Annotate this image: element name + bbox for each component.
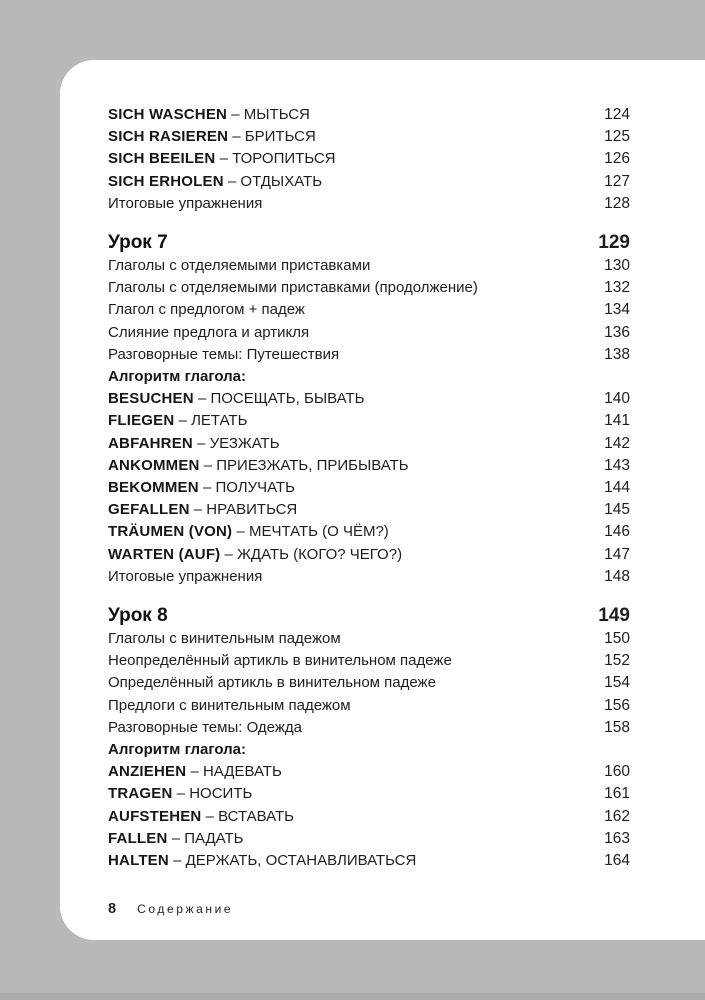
toc-row [108,126,630,148]
toc-entry-page-number: 138 [604,345,630,363]
toc-entry-label: FLIEGEN – ЛЕТАТЬ [108,412,248,430]
toc-section-heading [108,230,630,255]
toc-row [108,299,630,321]
toc-entry-term: TRAGEN [108,785,173,803]
toc-entry-page-number: 158 [604,718,630,736]
toc-entry-label: Глаголы с отделяемыми приставками [108,257,371,275]
toc-row [108,566,630,588]
toc-list [60,60,705,872]
toc-entry-page-number: 147 [604,545,630,563]
toc-entry-label: Слияние предлога и артикля [108,323,310,341]
toc-entry-page-number: 150 [604,630,630,648]
toc-row [108,628,630,650]
toc-entry-label: ABFAHREN – УЕЗЖАТЬ [108,434,280,452]
toc-entry-label: HALTEN – ДЕРЖАТЬ, ОСТАНАВЛИВАТЬСЯ [108,852,417,870]
toc-entry-page-number: 154 [604,674,630,692]
toc-entry-label: Определённый артикль в винительном падеже [108,674,436,692]
toc-row [108,850,630,872]
toc-row [108,455,630,477]
toc-entry-term: ANKOMMEN [108,456,200,474]
toc-entry-label: Глаголы с отделяемыми приставками (продолжение) [108,279,478,297]
toc-entry-page-number: 146 [604,523,630,541]
toc-entry-term: WARTEN (AUF) [108,545,221,563]
toc-entry-page-number: 126 [604,150,630,168]
toc-entry-term: SICH BEEILEN [108,150,216,168]
toc-entry-page-number: 129 [598,232,630,254]
toc-entry-label: Урок 7 [108,232,168,254]
toc-row [108,255,630,277]
toc-row [108,344,630,366]
toc-entry-label: Глагол с предлогом + падеж [108,301,305,319]
toc-row [108,104,630,126]
toc-entry-label: Урок 8 [108,605,168,627]
toc-row [108,277,630,299]
toc-entry-term: FLIEGEN [108,412,175,430]
toc-entry-term: AUFSTEHEN [108,807,202,825]
toc-entry-page-number: 163 [604,829,630,847]
toc-row [108,695,630,717]
toc-entry-label: SICH ERHOLEN – ОТДЫХАТЬ [108,172,323,190]
toc-entry-label: ANZIEHEN – НАДЕВАТЬ [108,763,282,781]
toc-entry-label: SICH RASIEREN – БРИТЬСЯ [108,128,316,146]
toc-entry-label: SICH BEEILEN – ТОРОПИТЬСЯ [108,150,336,168]
bottom-edge-shadow [0,993,705,1000]
toc-entry-page-number: 162 [604,807,630,825]
toc-entry-page-number: 128 [604,194,630,212]
toc-row [108,544,630,566]
toc-entry-label: FALLEN – ПАДАТЬ [108,829,244,847]
toc-entry-term: GEFALLEN [108,501,190,519]
toc-row [108,717,630,739]
toc-entry-term: ANZIEHEN [108,763,187,781]
toc-entry-term: SICH ERHOLEN [108,172,224,190]
toc-entry-label: AUFSTEHEN – ВСТАВАТЬ [108,807,295,825]
toc-row [108,739,630,761]
toc-entry-term: BEKOMMEN [108,479,199,497]
toc-entry-label: TRÄUMEN (VON) – МЕЧТАТЬ (О ЧЁМ?) [108,523,389,541]
toc-row [108,499,630,521]
toc-row [108,783,630,805]
toc-row [108,171,630,193]
toc-entry-page-number: 164 [604,852,630,870]
toc-entry-label: Алгоритм глагола: [108,368,247,386]
toc-entry-label: BEKOMMEN – ПОЛУЧАТЬ [108,479,295,497]
toc-entry-term: FALLEN [108,829,168,847]
footer-page-number: 8 [108,901,117,917]
toc-entry-label: Итоговые упражнения [108,194,263,212]
toc-row [108,388,630,410]
toc-entry-page-number: 143 [604,456,630,474]
toc-entry-page-number: 132 [604,279,630,297]
toc-entry-term: HALTEN [108,852,169,870]
toc-row [108,148,630,170]
toc-entry-label: Итоговые упражнения [108,567,263,585]
toc-entry-label: WARTEN (AUF) – ЖДАТЬ (КОГО? ЧЕГО?) [108,545,403,563]
toc-row [108,366,630,388]
toc-entry-page-number: 140 [604,390,630,408]
toc-entry-label: TRAGEN – НОСИТЬ [108,785,253,803]
toc-row [108,650,630,672]
toc-entry-page-number: 149 [598,605,630,627]
toc-entry-label: SICH WASCHEN – МЫТЬСЯ [108,106,310,123]
toc-entry-label: Неопределённый артикль в винительном падеже [108,652,452,670]
toc-entry-term: SICH RASIEREN [108,128,229,146]
toc-section-heading [108,603,630,628]
toc-entry-page-number: 161 [604,785,630,803]
toc-entry-term: ABFAHREN [108,434,193,452]
toc-entry-label: BESUCHEN – ПОСЕЩАТЬ, БЫВАТЬ [108,390,365,408]
toc-entry-page-number: 136 [604,323,630,341]
toc-row [108,828,630,850]
toc-entry-label: ANKOMMEN – ПРИЕЗЖАТЬ, ПРИБЫВАТЬ [108,456,409,474]
toc-entry-page-number: 125 [604,128,630,146]
toc-entry-page-number: 134 [604,301,630,319]
toc-entry-label: GEFALLEN – НРАВИТЬСЯ [108,501,298,519]
toc-entry-page-number: 160 [604,763,630,781]
toc-entry-page-number: 141 [604,412,630,430]
toc-entry-page-number: 156 [604,696,630,714]
toc-entry-page-number: 127 [604,172,630,190]
toc-row [108,322,630,344]
toc-entry-page-number: 130 [604,257,630,275]
toc-row [108,521,630,543]
footer-section-label: Содержание [137,902,234,916]
toc-entry-term: SICH WASCHEN [108,106,228,123]
toc-row [108,433,630,455]
toc-entry-page-number: 142 [604,434,630,452]
toc-entry-page-number: 152 [604,652,630,670]
toc-entry-label: Разговорные темы: Путешествия [108,345,340,363]
toc-entry-term: BESUCHEN [108,390,194,408]
toc-row [108,761,630,783]
toc-entry-page-number: 124 [604,106,630,123]
toc-row [108,806,630,828]
toc-row [108,410,630,432]
page-footer [108,901,233,917]
toc-entry-label: Алгоритм глагола: [108,741,247,759]
toc-entry-label: Предлоги с винительным падежом [108,696,351,714]
toc-entry-page-number: 148 [604,567,630,585]
toc-entry-page-number: 144 [604,479,630,497]
toc-entry-page-number: 145 [604,501,630,519]
toc-entry-label: Разговорные темы: Одежда [108,718,302,736]
toc-row [108,477,630,499]
toc-entry-label: Глаголы с винительным падежом [108,630,341,648]
toc-entry-term: TRÄUMEN (VON) [108,523,233,541]
toc-row [108,672,630,694]
toc-row [108,193,630,215]
book-page [60,60,705,940]
